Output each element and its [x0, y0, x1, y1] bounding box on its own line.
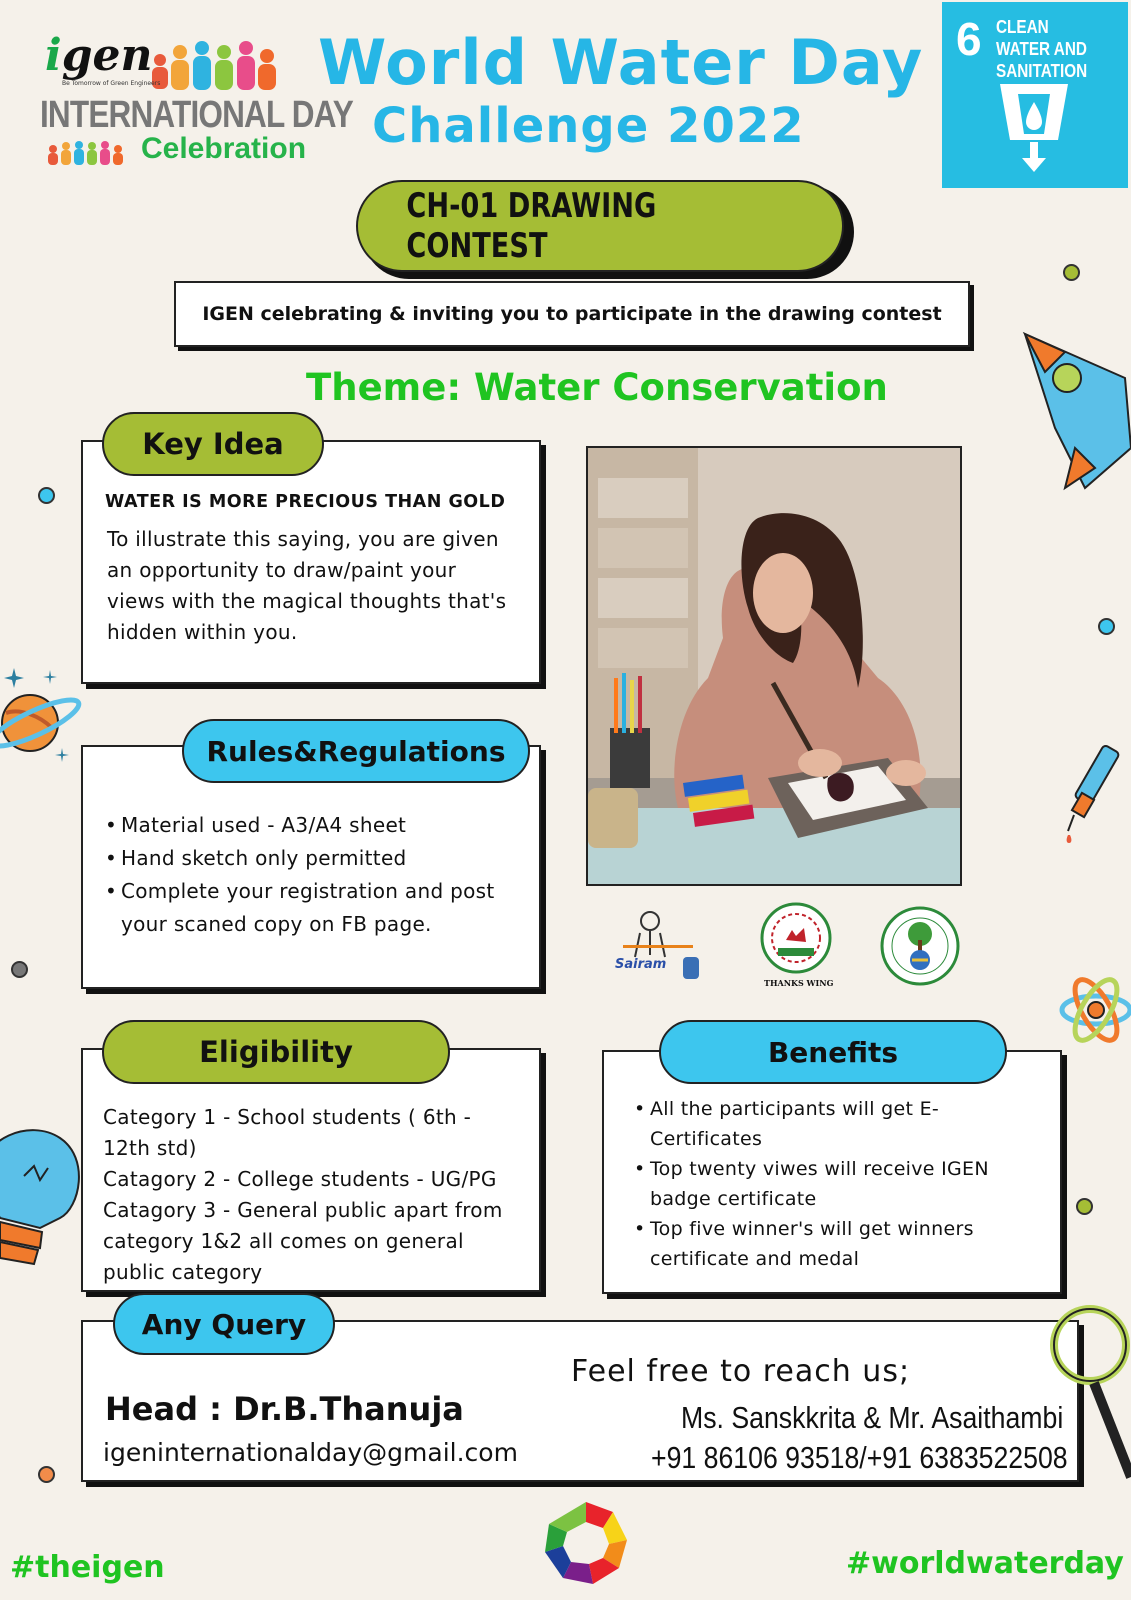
query-phones: +91 86106 93518/+91 6383522508 [651, 1440, 1068, 1475]
sdg-6-badge [942, 2, 1128, 188]
sdg-label: CLEAN WATER AND SANITATION [996, 17, 1088, 81]
logo-international-day: INTERNATIONAL DAY [40, 94, 354, 136]
eligibility-text [103, 1102, 523, 1288]
decor-dot [38, 1466, 55, 1483]
hashtag-worldwaterday: #worldwaterday [846, 1546, 1124, 1581]
rule-item: • Hand sketch only permitted [105, 842, 525, 875]
eligibility-line: Category 1 - School students ( 6th - 12th std) [103, 1105, 472, 1160]
decor-dot [1063, 264, 1080, 281]
logo-tagline: Be Tomorrow of Green Engineers [62, 80, 161, 87]
page-title: World Water Day [318, 26, 924, 99]
syringe-icon [1066, 735, 1131, 850]
planet-icon [0, 668, 90, 768]
artist-photo [586, 446, 962, 886]
magnifier-icon [1030, 1305, 1131, 1480]
logo-celebration: Celebration [141, 132, 307, 165]
color-ring-icon [543, 1500, 629, 1586]
green-care-society-logo [878, 904, 962, 988]
query-head: Head : Dr.B.Thanuja [105, 1390, 464, 1428]
eligibility-line: Catagory 2 - College students - UG/PG [103, 1167, 497, 1191]
rocket-icon [1015, 328, 1131, 493]
water-glass-icon [994, 80, 1074, 176]
people-crowd-icon [150, 38, 285, 90]
contest-name: CH-01 DRAWING CONTEST [406, 186, 657, 266]
query-email: igeninternationalday@gmail.com [103, 1438, 518, 1467]
query-reach: Feel free to reach us; [571, 1354, 911, 1389]
lightbulb-icon [0, 1118, 86, 1268]
small-people-icon [47, 137, 127, 165]
key-idea-heading: WATER IS MORE PRECIOUS THAN GOLD [105, 492, 506, 512]
theme-heading: Theme: Water Conservation [306, 366, 888, 409]
eligibility-line: Catagory 3 - General public apart from category 1&2 all comes on general public category [103, 1198, 503, 1284]
decor-dot [1076, 1198, 1093, 1215]
invite-banner: IGEN celebrating & inviting you to participate in the drawing contest [174, 281, 970, 347]
rule-item: • Complete your registration and post your scaned copy on FB page. [105, 875, 525, 941]
rule-item: • Material used - A3/A4 sheet [105, 809, 525, 842]
eligibility-tag: Eligibility [102, 1020, 450, 1084]
eligibility-box [81, 1048, 541, 1292]
key-idea-text: To illustrate this saying, you are given an opportunity to draw/paint your views with the magical thoughts that's hidden within you. [107, 527, 507, 644]
benefits-tag: Benefits [659, 1020, 1007, 1084]
contest-pill [356, 180, 844, 272]
key-idea-box [81, 440, 541, 684]
decor-dot [38, 487, 55, 504]
sdg-number: 6 [956, 13, 982, 65]
thanks-wing-logo [756, 900, 836, 992]
benefits-box [602, 1050, 1062, 1294]
atom-icon [1056, 955, 1131, 1070]
benefits-list [634, 1094, 1014, 1274]
page-subtitle: Challenge 2022 [372, 98, 805, 154]
rules-tag: Rules&Regulations [182, 719, 530, 783]
key-idea-tag: Key Idea [102, 412, 324, 476]
benefit-item: • All the participants will get E-Certificates [634, 1094, 1014, 1154]
igen-logo: igen [45, 30, 153, 81]
thanks-wing-text: THANKS WING [764, 978, 834, 988]
query-contacts: Ms. Sanskkrita & Mr. Asaithambi [681, 1400, 1064, 1435]
hashtag-theigen: #theigen [10, 1550, 165, 1585]
decor-dot [11, 961, 28, 978]
query-tag: Any Query [113, 1293, 335, 1355]
benefit-item: • Top twenty viwes will receive IGEN badge certificate [634, 1154, 1014, 1214]
benefit-item: • Top five winner's will get winners certificate and medal [634, 1214, 1014, 1274]
sairam-text: Sairam [615, 957, 667, 972]
rules-list [105, 809, 525, 941]
decor-dot [1098, 618, 1115, 635]
sairam-logo [605, 905, 705, 985]
